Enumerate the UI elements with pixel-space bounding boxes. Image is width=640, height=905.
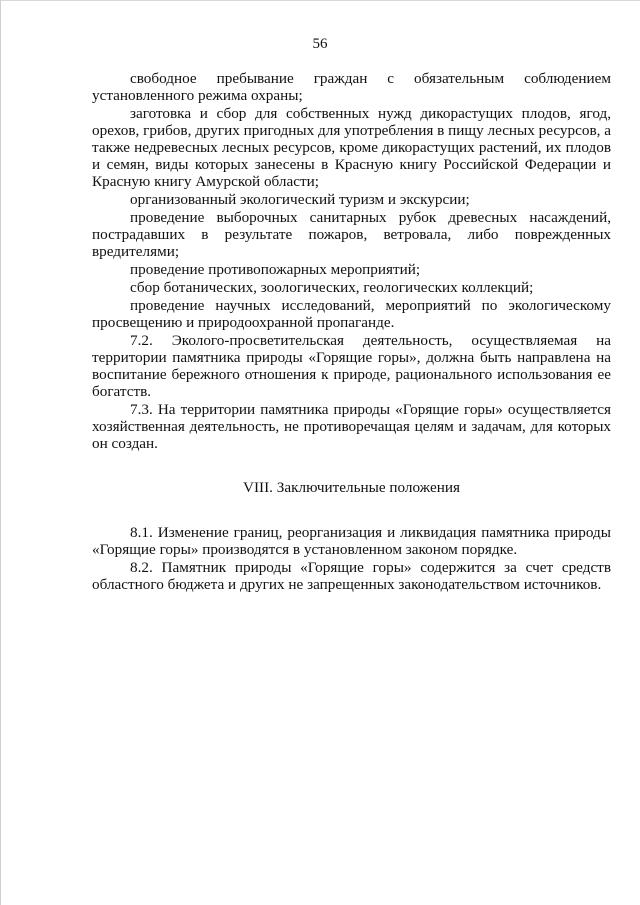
paragraph-eco-tourism: организованный экологический туризм и экскурсии;	[130, 191, 470, 208]
section-heading: VIII. Заключительные положения	[243, 479, 460, 496]
scan-top-edge	[0, 0, 640, 1]
paragraph-fire-prevention: проведение противопожарных мероприятий;	[130, 261, 421, 278]
paragraph-7-2: 7.2. Эколого-просветительская деятельность, осуществляемая на территории памятника природы «Горящие горы», должна быть направлена на воспитание бережного отношения к природе, рационального использования ее богатств.	[92, 332, 611, 400]
paragraph-research: проведение научных исследований, мероприятий по экологическому просвещению и природоохранной пропаганде.	[92, 297, 611, 331]
paragraph-collections: сбор ботанических, зоологических, геологических коллекций;	[130, 279, 534, 296]
paragraph-8-2: 8.2. Памятник природы «Горящие горы» содержится за счет средств областного бюджета и других не запрещенных законодательством источников.	[92, 559, 611, 593]
paragraph-free-stay: свободное пребывание граждан с обязательным соблюдением установленного режима охраны;	[92, 70, 611, 104]
paragraph-sanitary-felling: проведение выборочных санитарных рубок древесных насаждений, пострадавших в результате пожаров, ветровала, либо поврежденных вредителями;	[92, 209, 611, 260]
paragraph-8-1: 8.1. Изменение границ, реорганизация и ликвидация памятника природы «Горящие горы» производятся в установленном законом порядке.	[92, 524, 611, 558]
document-body	[92, 70, 611, 594]
paragraph-7-3: 7.3. На территории памятника природы «Горящие горы» осуществляется хозяйственная деятельность, не противоречащая целям и задачам, для которых он создан.	[92, 401, 611, 452]
scan-left-edge	[0, 0, 1, 905]
paragraph-harvesting: заготовка и сбор для собственных нужд дикорастущих плодов, ягод, орехов, грибов, других пригодных для употребления в пищу лесных ресурсов, а также недревесных лесных ресурсов, кроме дикорастущих растений, их плодов и семян, виды которых занесены в Красную книгу Российской Федерации и Красную книгу Амурской области;	[92, 105, 611, 190]
page-number: 56	[312, 36, 328, 52]
